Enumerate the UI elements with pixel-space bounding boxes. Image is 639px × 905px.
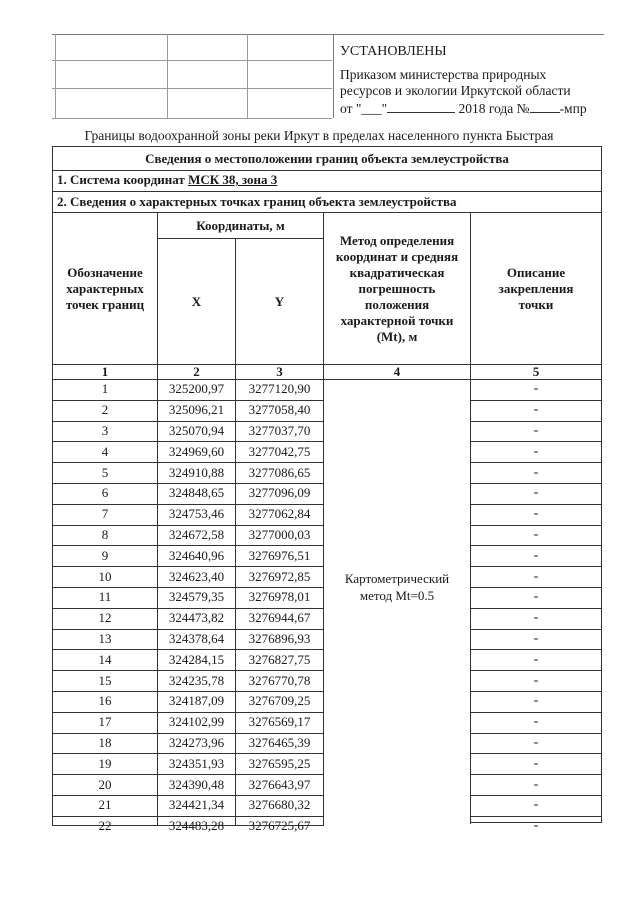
point-number: 1 [101, 381, 109, 397]
point-x: 324672,58 [168, 526, 225, 542]
point-number: 13 [98, 630, 112, 646]
approval-date-prefix: от "___" [340, 101, 388, 116]
point-y: 3277120,90 [248, 381, 311, 397]
point-x: 324187,09 [168, 693, 225, 709]
method-value-line-2: метод Mt=0.5 [359, 588, 435, 603]
point-description: - [533, 610, 539, 626]
point-number: 15 [98, 672, 112, 688]
point-number: 12 [98, 610, 112, 626]
point-number: 5 [101, 464, 109, 480]
point-number: 18 [98, 734, 112, 750]
column-number: 3 [276, 364, 283, 379]
point-x: 324390,48 [168, 776, 225, 792]
point-description: - [533, 630, 539, 646]
point-y: 3277042,75 [248, 443, 311, 459]
point-number: 14 [98, 651, 112, 667]
point-description: - [533, 589, 539, 605]
column-number: 4 [393, 364, 401, 379]
point-description: - [533, 464, 539, 480]
point-y: 3276643,97 [248, 776, 311, 792]
point-number: 22 [98, 818, 112, 834]
point-x: 324284,15 [168, 651, 225, 667]
point-x: 325096,21 [168, 402, 225, 418]
point-x: 324273,96 [168, 734, 225, 750]
point-y: 3276595,25 [248, 755, 311, 771]
point-number: 6 [101, 485, 109, 501]
point-x: 324969,60 [168, 443, 225, 459]
point-number: 19 [98, 755, 112, 771]
point-description: - [533, 734, 539, 750]
point-y: 3276827,75 [248, 651, 311, 667]
point-number: 10 [98, 568, 112, 584]
point-description: - [533, 693, 539, 709]
point-number: 3 [101, 422, 109, 438]
point-y: 3276896,93 [248, 630, 311, 646]
point-y: 3276725,67 [248, 818, 311, 834]
point-x: 324351,93 [168, 755, 225, 771]
column-header-method: Метод определения координат и средняя квадратическая погрешность положения характерной точки (Mt), м [335, 232, 459, 344]
point-x: 324102,99 [168, 714, 225, 730]
point-x: 324421,34 [168, 797, 225, 813]
point-y: 3276709,25 [248, 693, 311, 709]
point-description: - [533, 485, 539, 501]
approval-line-1: Приказом министерства природных [340, 67, 547, 82]
point-y: 3276569,17 [248, 714, 311, 730]
point-number: 9 [101, 547, 109, 563]
point-description: - [533, 714, 539, 730]
point-y: 3276944,67 [248, 610, 311, 626]
column-number: 2 [193, 364, 200, 379]
point-description: - [533, 381, 539, 397]
point-x: 324235,78 [168, 672, 225, 688]
approval-heading: УСТАНОВЛЕНЫ [340, 44, 447, 59]
point-number: 7 [101, 506, 109, 522]
point-x: 324473,82 [168, 610, 225, 626]
coordinate-system [57, 172, 277, 188]
point-x: 324623,40 [168, 568, 225, 584]
point-description: - [533, 422, 539, 438]
point-y: 3276770,78 [248, 672, 311, 688]
point-y: 3276465,39 [248, 734, 311, 750]
coordinate-system-label: 1. Система координат [57, 172, 189, 187]
point-number: 8 [101, 526, 109, 542]
point-y: 3277000,03 [248, 526, 311, 542]
point-y: 3277037,70 [248, 422, 311, 438]
method-value [324, 570, 470, 604]
point-x: 324378,64 [168, 630, 225, 646]
point-y: 3277058,40 [248, 402, 311, 418]
column-header-description: Описание закрепления точки [498, 264, 574, 312]
point-x: 324753,46 [168, 506, 225, 522]
column-header-designation: Обозначение характерных точек границ [65, 264, 145, 312]
document-title: Границы водоохранной зоны реки Иркут в пределах населенного пункта Быстрая [84, 128, 554, 143]
point-y: 3277096,09 [248, 485, 311, 501]
point-y: 3276978,01 [248, 589, 311, 605]
section-title: Сведения о местоположении границ объекта землеустройства [145, 150, 509, 166]
point-description: - [533, 506, 539, 522]
point-y: 3276976,51 [248, 547, 311, 563]
point-number: 17 [98, 714, 112, 730]
point-description: - [533, 797, 539, 813]
point-x: 324579,35 [168, 589, 225, 605]
point-number: 16 [98, 693, 112, 709]
point-number: 20 [98, 776, 112, 792]
point-y: 3276680,32 [248, 797, 311, 813]
point-description: - [533, 402, 539, 418]
approval-line-2: ресурсов и экологии Иркутской области [340, 83, 571, 98]
column-header-coordinates: Координаты, м [196, 217, 285, 233]
points-section-title: 2. Сведения о характерных точках границ объекта землеустройства [57, 194, 457, 209]
point-x: 325200,97 [168, 381, 225, 397]
column-header-x: X [191, 293, 202, 309]
point-description: - [533, 818, 539, 834]
point-y: 3276972,85 [248, 568, 311, 584]
point-number: 4 [101, 443, 109, 459]
point-x: 325070,94 [168, 422, 225, 438]
method-value-line-1: Картометрический [344, 571, 450, 586]
column-header-y: Y [274, 293, 285, 309]
column-number: 1 [101, 364, 109, 379]
point-x: 324640,96 [168, 547, 225, 563]
point-number: 11 [98, 589, 112, 605]
point-y: 3277086,65 [248, 464, 311, 480]
coordinate-system-value: МСК 38, зона 3 [188, 172, 278, 187]
column-number: 5 [532, 364, 540, 379]
point-description: - [533, 547, 539, 563]
point-x: 324483,28 [168, 818, 225, 834]
approval-date-middle: 2018 года № [458, 101, 530, 116]
point-number: 2 [101, 402, 109, 418]
point-description: - [533, 568, 539, 584]
point-description: - [533, 526, 539, 542]
approval-date-suffix: -мпр [559, 101, 587, 116]
point-x: 324848,65 [168, 485, 225, 501]
point-description: - [533, 443, 539, 459]
point-y: 3277062,84 [248, 506, 311, 522]
point-description: - [533, 651, 539, 667]
point-x: 324910,88 [168, 464, 225, 480]
point-number: 21 [98, 797, 112, 813]
point-description: - [533, 755, 539, 771]
point-description: - [533, 776, 539, 792]
point-description: - [533, 672, 539, 688]
